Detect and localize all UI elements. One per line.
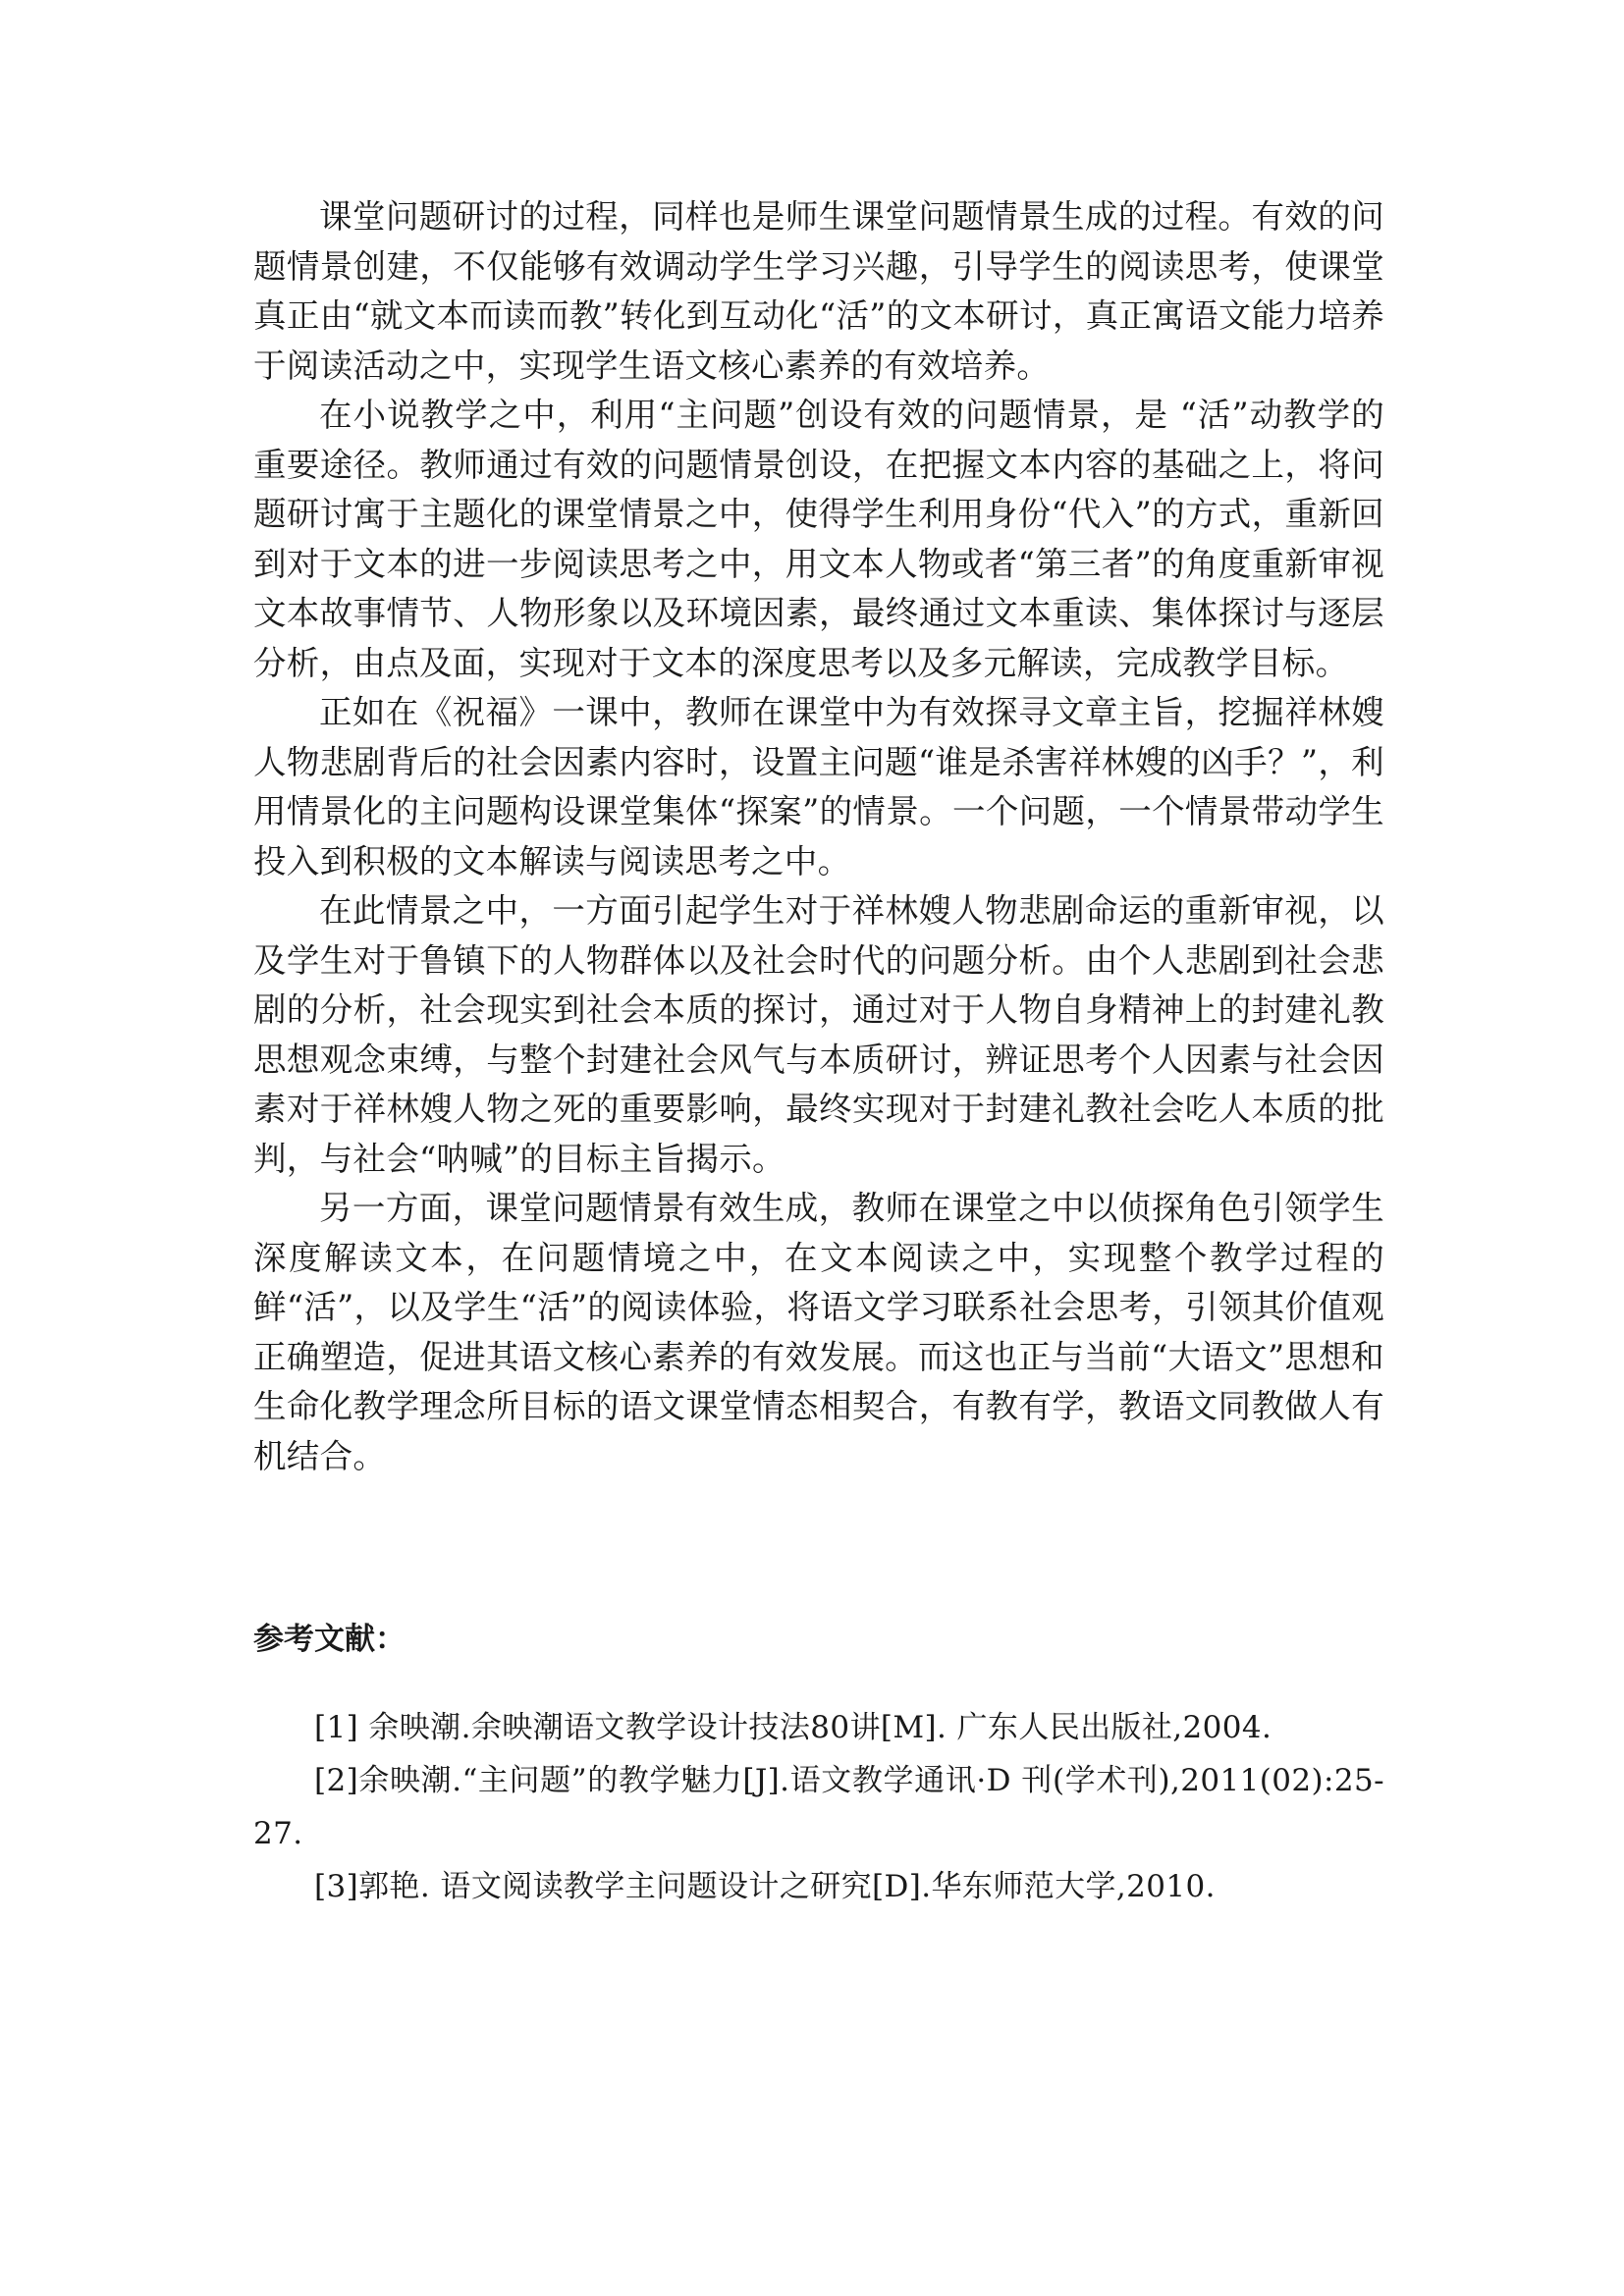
paragraph-4: 在此情景之中，一方面引起学生对于祥林嫂人物悲剧命运的重新审视，以及学生对于鲁镇下的人物群体以及社会时代的问题分析。由个人悲剧到社会悲剧的分析，社会现实到社会本质的探讨，通过对于人物自身精神上的封建礼教思想观念束缚，与整个封建社会风气与本质研讨，辨证思考个人因素与社会因素对于祥林嫂人物之死的重要影响，最终实现对于封建礼教社会吃人本质的批判，与社会“呐喊”的目标主旨揭示。 <box>253 891 1384 1178</box>
paragraph-1: 课堂问题研讨的过程，同样也是师生课堂问题情景生成的过程。有效的问题情景创建，不仅能够有效调动学生学习兴趣，引导学生的阅读思考，使课堂真正由“就文本而读而教”转化到互动化“活”的文本研讨，真正寓语文能力培养于阅读活动之中，实现学生语文核心素养的有效培养。 <box>253 197 1384 385</box>
paragraph-2: 在小说教学之中，利用“主问题”创设有效的问题情景，是 “活”动教学的重要途径。教师通过有效的问题情景创设，在把握文本内容的基础之上，将问题研讨寓于主题化的课堂情景之中，使得学生利用身份“代入”的方式，重新回到对于文本的进一步阅读思考之中，用文本人物或者“第三者”的角度重新审视文本故事情节、人物形象以及环境因素，最终通过文本重读、集体探讨与逐层分析，由点及面，实现对于文本的深度思考以及多元解读，完成教学目标。 <box>253 396 1384 682</box>
paragraph-5: 另一方面，课堂问题情景有效生成，教师在课堂之中以侦探角色引领学生深度解读文本，在问题情境之中，在文本阅读之中，实现整个教学过程的鲜“活”，以及学生“活”的阅读体验，将语文学习联系社会思考，引领其价值观正确塑造，促进其语文核心素养的有效发展。而这也正与当前“大语文”思想和生命化教学理念所目标的语文课堂情态相契合，有教有学，教语文同教做人有机结合。 <box>253 1189 1384 1475</box>
reference-item-1: [1] 余映潮.余映潮语文教学设计技法80讲[M]. 广东人民出版社,2004. <box>314 1710 1272 1745</box>
references-list <box>253 1701 1384 1913</box>
paragraph-3: 正如在《祝福》一课中，教师在课堂中为有效探寻文章主旨，挖掘祥林嫂人物悲剧背后的社会因素内容时，设置主问题“谁是杀害祥林嫂的凶手？”，利用情景化的主问题构设课堂集体“探案”的情景。一个问题，一个情景带动学生投入到积极的文本解读与阅读思考之中。 <box>253 693 1384 881</box>
body-text <box>253 192 1384 1481</box>
reference-item-3: [3]郭艳. 语文阅读教学主问题设计之研究[D].华东师范大学,2010. <box>314 1869 1216 1904</box>
references-heading: 参考文献： <box>253 1622 406 1657</box>
reference-item-2: [2]余映潮.“主问题”的教学魅力[J].语文教学通讯·D 刊(学术刊),2011(02):25-27. <box>253 1763 1384 1851</box>
